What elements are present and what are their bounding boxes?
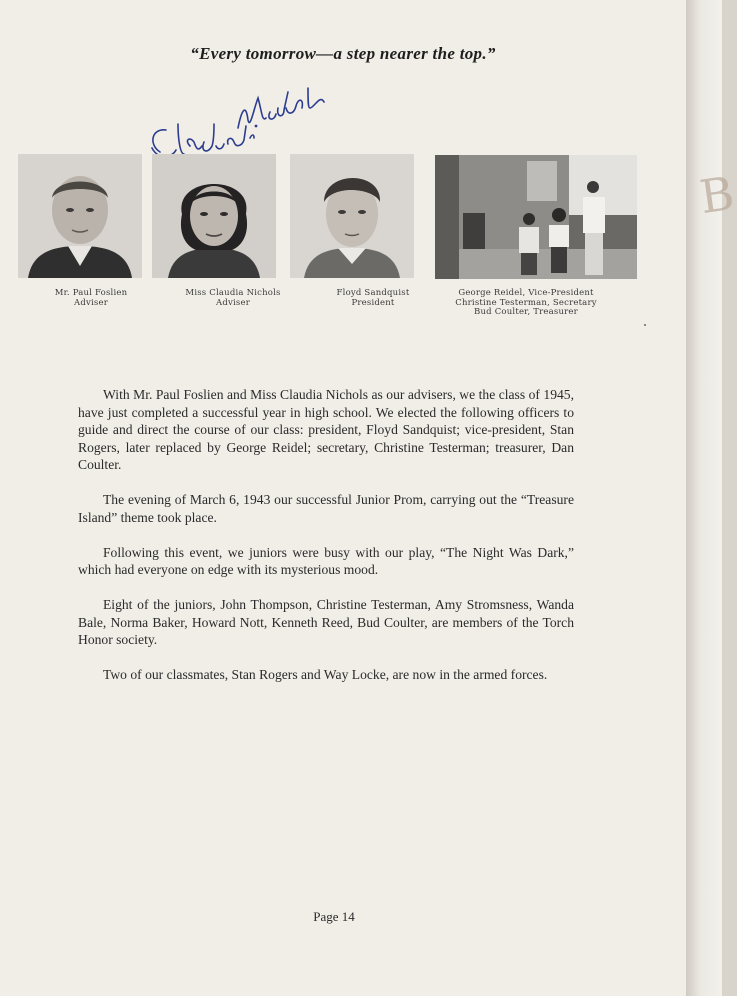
- class-history-text: [78, 386, 574, 701]
- paragraph: The evening of March 6, 1943 our successful Junior Prom, carrying out the “Treasure Island” theme took place.: [78, 492, 574, 525]
- bleed-through-mark: B: [696, 165, 737, 225]
- caption-floyd-sandquist: Floyd Sandquist President: [336, 288, 410, 308]
- group-photo-officers: [435, 155, 637, 279]
- caption-claudia-nichols: Miss Claudia Nichols Adviser: [185, 288, 281, 308]
- portrait-paul-foslien: [18, 154, 142, 278]
- portrait-floyd-sandquist: [290, 154, 414, 278]
- caption-officers: George Reidel, Vice-President Christine Testerman, Secretary Bud Coulter, Treasurer: [455, 288, 597, 317]
- adjacent-page-edge: [686, 0, 722, 996]
- portrait-claudia-nichols: [152, 154, 276, 278]
- paragraph: Eight of the juniors, John Thompson, Christine Testerman, Amy Stromsness, Wanda Bale, Norma Baker, Howard Nott, Kenneth Reed, Bud Coulter, are members of the Torch Honor society.: [78, 597, 574, 647]
- page-number: Page 14: [313, 909, 355, 924]
- page-motto: “Every tomorrow—a step nearer the top.”: [190, 44, 496, 63]
- paragraph: With Mr. Paul Foslien and Miss Claudia Nichols as our advisers, we the class of 1945, have just completed a successful year in high school. We elected the following officers to guide and direct the course of our class: president, Floyd Sandquist; vice-president, Stan Rogers, later replaced by George Reidel; secretary, Christine Testerman; treasurer, Dan Coulter.: [78, 387, 574, 472]
- caption-paul-foslien: Mr. Paul Foslien Adviser: [54, 288, 128, 308]
- paragraph: Following this event, we juniors were busy with our play, “The Night Was Dark,” which had everyone on edge with its mysterious mood.: [78, 544, 574, 577]
- paragraph: Two of our classmates, Stan Rogers and Way Locke, are now in the armed forces.: [103, 667, 548, 682]
- ink-speck: [644, 324, 646, 326]
